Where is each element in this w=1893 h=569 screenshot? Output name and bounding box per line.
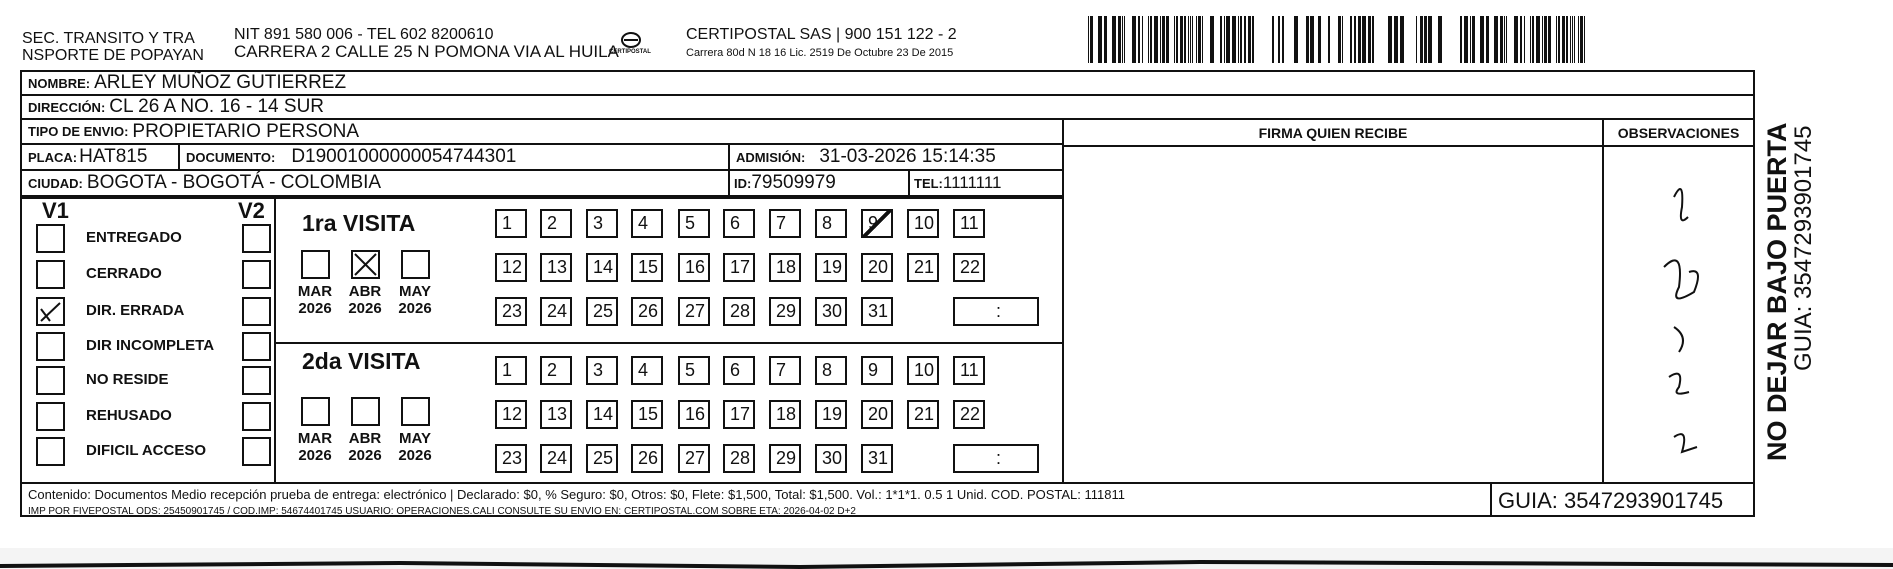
day-box[interactable]: 7 bbox=[769, 209, 801, 238]
nombre-value: ARLEY MUÑOZ GUTIERREZ bbox=[94, 72, 347, 93]
day-box[interactable]: 23 bbox=[495, 444, 527, 473]
month-label: ABR 2026 bbox=[348, 283, 382, 317]
direccion-row: DIRECCIÓN: CL 26 A NO. 16 - 14 SUR bbox=[22, 96, 1753, 120]
day-box[interactable]: 6 bbox=[723, 356, 755, 385]
day-box[interactable]: 7 bbox=[769, 356, 801, 385]
day-box[interactable]: 21 bbox=[907, 253, 939, 282]
day-box[interactable]: 20 bbox=[861, 400, 893, 429]
v2-checkbox[interactable] bbox=[242, 260, 271, 289]
day-box[interactable]: 9 bbox=[861, 209, 893, 238]
day-box[interactable]: 22 bbox=[953, 400, 985, 429]
tel-value: 1111111 bbox=[942, 173, 1002, 192]
month-label: MAR 2026 bbox=[297, 283, 333, 317]
placa-value: HAT815 bbox=[79, 146, 148, 167]
day-box[interactable]: 3 bbox=[586, 209, 618, 238]
v1-label: V1 bbox=[42, 198, 69, 223]
day-box[interactable]: 30 bbox=[815, 297, 847, 326]
tipo-value: PROPIETARIO PERSONA bbox=[132, 120, 360, 142]
day-box[interactable]: 13 bbox=[540, 400, 572, 429]
day-box[interactable]: 20 bbox=[861, 253, 893, 282]
day-box[interactable]: 24 bbox=[540, 297, 572, 326]
v1-checkbox[interactable] bbox=[36, 366, 65, 395]
v1-checkbox[interactable] bbox=[36, 437, 65, 466]
direccion-value: CL 26 A NO. 16 - 14 SUR bbox=[109, 96, 325, 117]
v1-checkbox[interactable] bbox=[36, 297, 65, 326]
status-label: DIFICIL ACCESO bbox=[86, 442, 207, 459]
sender-name: SEC. TRANSITO Y TRA NSPORTE DE POPAYAN bbox=[22, 30, 204, 64]
day-box[interactable]: 30 bbox=[815, 444, 847, 473]
status-label: DIR. ERRADA bbox=[86, 302, 185, 319]
day-box[interactable]: 12 bbox=[495, 400, 527, 429]
day-box[interactable]: 2 bbox=[540, 356, 572, 385]
month-checkbox[interactable] bbox=[351, 397, 380, 426]
day-box[interactable]: 5 bbox=[678, 356, 710, 385]
day-box[interactable]: 25 bbox=[586, 297, 618, 326]
day-box[interactable]: 16 bbox=[678, 400, 710, 429]
tipo-row: TIPO DE ENVIO: PROPIETARIO PERSONA bbox=[22, 120, 1062, 145]
day-box[interactable]: 4 bbox=[631, 209, 663, 238]
day-box[interactable]: 22 bbox=[953, 253, 985, 282]
day-box[interactable]: 11 bbox=[953, 209, 985, 238]
day-box[interactable]: 27 bbox=[678, 444, 710, 473]
month-checkbox[interactable] bbox=[401, 397, 430, 426]
v2-checkbox[interactable] bbox=[242, 332, 271, 361]
day-box[interactable]: 21 bbox=[907, 400, 939, 429]
id-value: 79509979 bbox=[751, 172, 836, 193]
day-box[interactable]: 17 bbox=[723, 253, 755, 282]
day-box[interactable]: 14 bbox=[586, 400, 618, 429]
day-box[interactable]: 19 bbox=[815, 400, 847, 429]
time-box[interactable]: : bbox=[953, 297, 1039, 326]
v2-label: V2 bbox=[238, 198, 265, 223]
v1-checkbox[interactable] bbox=[36, 402, 65, 431]
day-box[interactable]: 10 bbox=[907, 209, 939, 238]
v1-checkbox[interactable] bbox=[36, 224, 65, 253]
day-box[interactable]: 17 bbox=[723, 400, 755, 429]
second-visit-label: 2da VISITA bbox=[302, 348, 421, 374]
day-box[interactable]: 29 bbox=[769, 444, 801, 473]
admision-value: 31-03-2026 15:14:35 bbox=[819, 146, 996, 167]
certipostal-logo: CERTIPOSTAL bbox=[611, 30, 651, 58]
month-checkbox[interactable] bbox=[351, 250, 380, 279]
day-box[interactable]: 11 bbox=[953, 356, 985, 385]
imp-text: IMP POR FIVEPOSTAL ODS: 25450901745 / COD.IMP: 54674401745 USUARIO: OPERACIONES.CALI CONSULTE SU ENVIO EN: CERTIPOSTAL.COM SOBRE ETA: 2026-04-02 D+2 bbox=[28, 506, 856, 517]
v2-checkbox[interactable] bbox=[242, 437, 271, 466]
day-box[interactable]: 16 bbox=[678, 253, 710, 282]
month-label: ABR 2026 bbox=[348, 430, 382, 464]
first-visit-label: 1ra VISITA bbox=[302, 210, 416, 236]
documento-value: D19001000000054744301 bbox=[291, 146, 517, 167]
day-box[interactable]: 13 bbox=[540, 253, 572, 282]
day-box[interactable]: 18 bbox=[769, 253, 801, 282]
day-box[interactable]: 23 bbox=[495, 297, 527, 326]
day-box[interactable]: 1 bbox=[495, 356, 527, 385]
day-box[interactable]: 2 bbox=[540, 209, 572, 238]
day-box[interactable]: 29 bbox=[769, 297, 801, 326]
day-box[interactable]: 15 bbox=[631, 253, 663, 282]
month-checkbox[interactable] bbox=[401, 250, 430, 279]
day-box[interactable]: 14 bbox=[586, 253, 618, 282]
nombre-row: NOMBRE: ARLEY MUÑOZ GUTIERREZ bbox=[22, 72, 1753, 96]
day-box[interactable]: 12 bbox=[495, 253, 527, 282]
day-box[interactable]: 9 bbox=[861, 356, 893, 385]
day-box[interactable]: 6 bbox=[723, 209, 755, 238]
day-box[interactable]: 31 bbox=[861, 297, 893, 326]
month-checkbox[interactable] bbox=[301, 250, 330, 279]
month-label: MAY 2026 bbox=[398, 283, 432, 317]
day-box[interactable]: 3 bbox=[586, 356, 618, 385]
ciudad-row: CIUDAD: BOGOTA - BOGOTÁ - COLOMBIA ID: 79509979 TEL: 1111111 bbox=[22, 171, 1062, 197]
month-label: MAY 2026 bbox=[398, 430, 432, 464]
day-box[interactable]: 4 bbox=[631, 356, 663, 385]
day-box[interactable]: 28 bbox=[723, 297, 755, 326]
v2-checkbox[interactable] bbox=[242, 297, 271, 326]
v2-checkbox[interactable] bbox=[242, 402, 271, 431]
month-label: MAR 2026 bbox=[297, 430, 333, 464]
v2-checkbox[interactable] bbox=[242, 224, 271, 253]
sender-contact: NIT 891 580 006 - TEL 602 8200610 CARRERA 2 CALLE 25 N POMONA VIA AL HUILA bbox=[234, 26, 619, 61]
firma-label: FIRMA QUIEN RECIBE bbox=[1258, 125, 1408, 141]
status-label: CERRADO bbox=[86, 265, 162, 282]
v2-checkbox[interactable] bbox=[242, 366, 271, 395]
day-box[interactable]: 27 bbox=[678, 297, 710, 326]
torn-edge bbox=[0, 548, 1893, 569]
day-box[interactable]: 19 bbox=[815, 253, 847, 282]
v1-checkbox[interactable] bbox=[36, 332, 65, 361]
status-label: DIR INCOMPLETA bbox=[86, 337, 215, 354]
placa-row: PLACA: HAT815 DOCUMENTO: D19001000000054744301 ADMISIÓN: 31-03-2026 15:14:35 bbox=[22, 145, 1062, 171]
observaciones-label: OBSERVACIONES bbox=[1617, 125, 1740, 141]
status-label: NO RESIDE bbox=[86, 371, 169, 388]
tracking-barcode bbox=[1088, 16, 1588, 63]
day-box[interactable]: 10 bbox=[907, 356, 939, 385]
footer-guia: GUIA: 3547293901745 bbox=[1498, 488, 1724, 513]
day-box[interactable]: 8 bbox=[815, 356, 847, 385]
time-box[interactable]: : bbox=[953, 444, 1039, 473]
day-box[interactable]: 31 bbox=[861, 444, 893, 473]
handwritten-observation bbox=[1604, 147, 1753, 480]
v1-checkbox[interactable] bbox=[36, 260, 65, 289]
day-box[interactable]: 15 bbox=[631, 400, 663, 429]
day-box[interactable]: 5 bbox=[678, 209, 710, 238]
carrier-info: CERTIPOSTAL SAS | 900 151 122 - 2 Carrera 80d N 18 16 Lic. 2519 De Octubre 23 De 2015 bbox=[686, 26, 957, 59]
day-box[interactable]: 18 bbox=[769, 400, 801, 429]
status-label: ENTREGADO bbox=[86, 229, 182, 246]
day-box[interactable]: 26 bbox=[631, 297, 663, 326]
day-box[interactable]: 1 bbox=[495, 209, 527, 238]
day-box[interactable]: 24 bbox=[540, 444, 572, 473]
status-label: REHUSADO bbox=[86, 407, 172, 424]
day-box[interactable]: 26 bbox=[631, 444, 663, 473]
ciudad-value: BOGOTA - BOGOTÁ - COLOMBIA bbox=[86, 172, 382, 193]
month-checkbox[interactable] bbox=[301, 397, 330, 426]
day-box[interactable]: 28 bbox=[723, 444, 755, 473]
day-box[interactable]: 25 bbox=[586, 444, 618, 473]
contenido-text: Contenido: Documentos Medio recepción prueba de entrega: electrónico | Declarado: $0, % Seguro: $0, Otros: $0, Flete: $1,500, Total: $1,500. Vol.: 1*1*1. 0.5 1 Unid. COD. POSTAL: 111811 bbox=[28, 487, 1125, 502]
day-box[interactable]: 8 bbox=[815, 209, 847, 238]
side-notice: NO DEJAR BAJO PUERTA GUIA: 3547293901745 bbox=[1762, 122, 1817, 461]
